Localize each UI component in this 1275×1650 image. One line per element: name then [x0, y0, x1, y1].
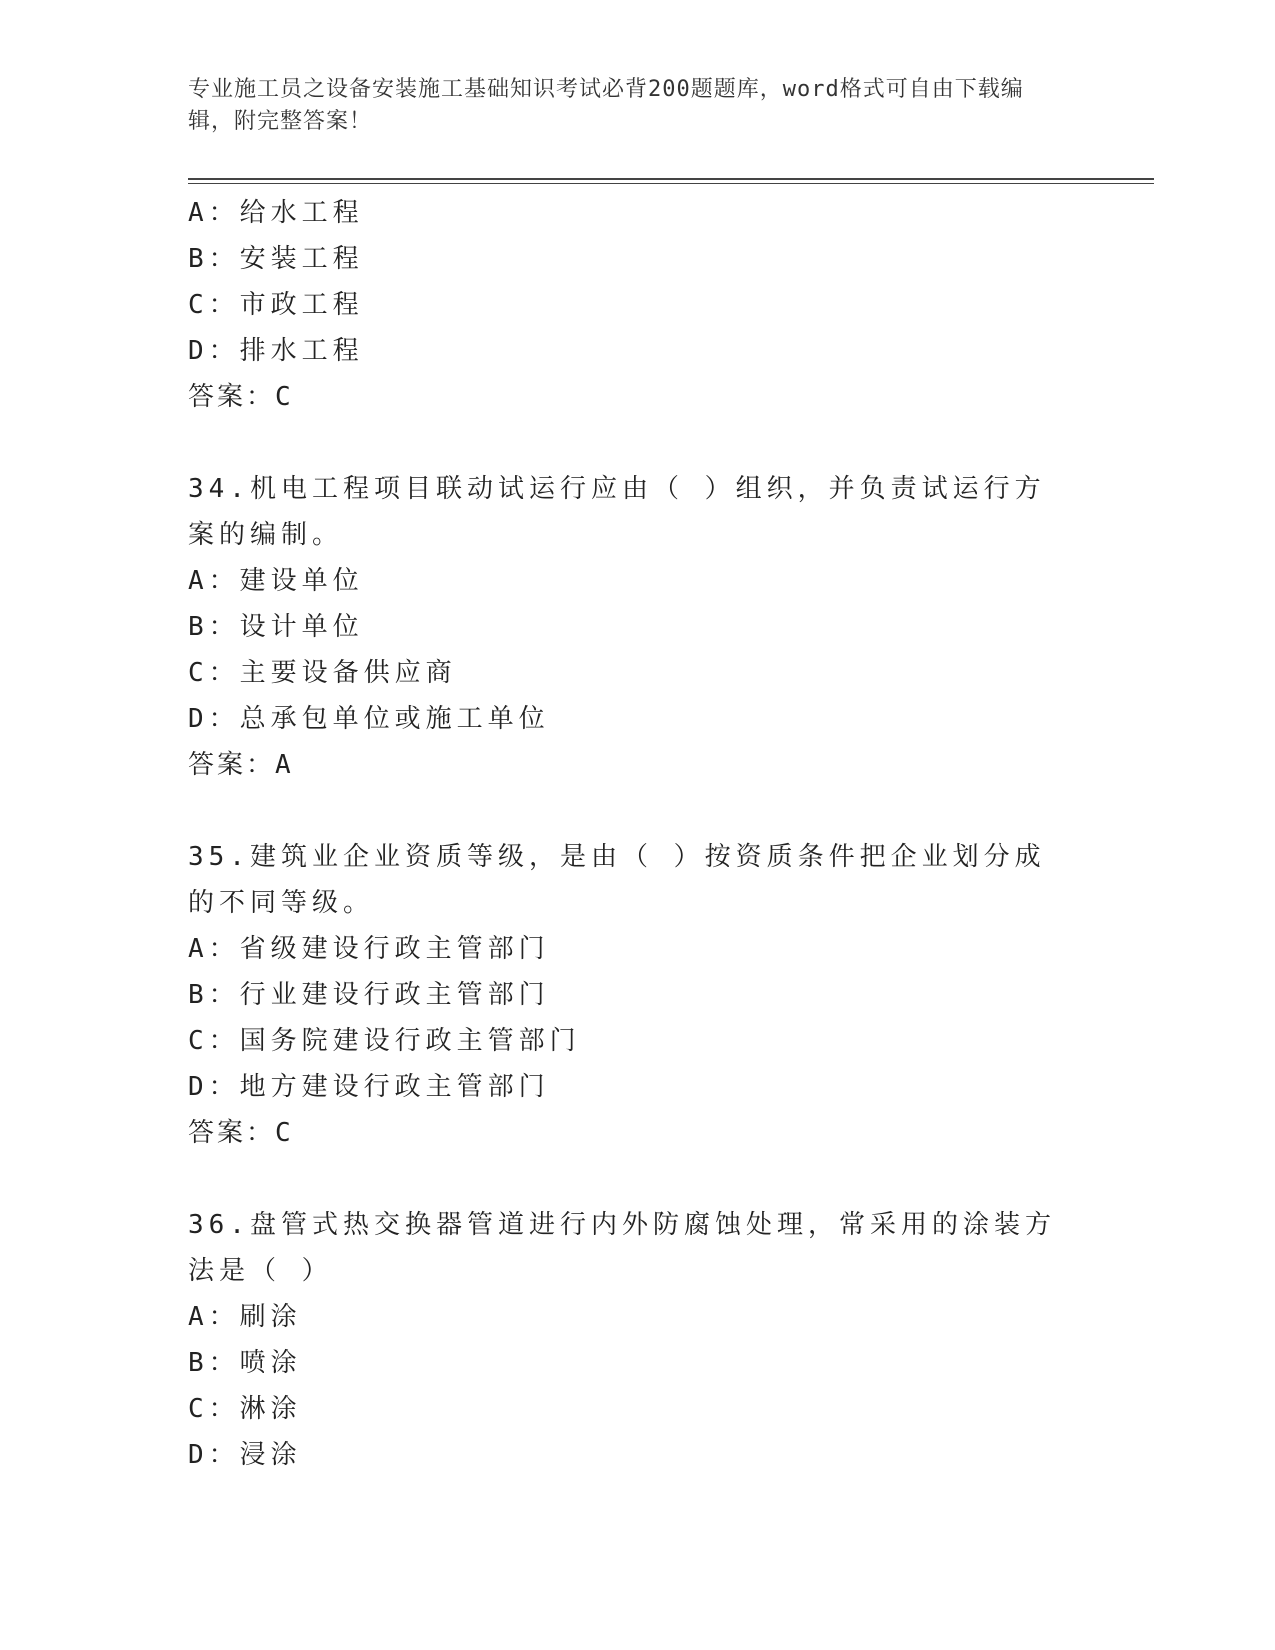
option-c: C：淋涂	[188, 1394, 302, 1424]
answer-label: 答案：	[188, 382, 276, 412]
answer-label: 答案：	[188, 750, 276, 780]
option-a: A：省级建设行政主管部门	[188, 934, 550, 964]
answer-line	[188, 1110, 1068, 1156]
option-a: A：给水工程	[188, 198, 364, 228]
question-block-35	[188, 834, 1068, 1156]
answer-value: A	[275, 750, 296, 780]
option-b: B：喷涂	[188, 1348, 302, 1378]
option-d: D：排水工程	[188, 336, 364, 366]
option-c: C：主要设备供应商	[188, 658, 457, 688]
question-stem: 35.建筑业企业资质等级，是由（ ）按资质条件把企业划分成的不同等级。	[188, 842, 1046, 918]
option-c: C：市政工程	[188, 290, 364, 320]
header-divider-thick	[188, 178, 1154, 180]
document-title: 专业施工员之设备安装施工基础知识考试必背200题题库，word格式可自由下载编辑，附完整答案！	[188, 77, 1024, 134]
option-d: D：地方建设行政主管部门	[188, 1072, 550, 1102]
option-b: B：安装工程	[188, 244, 364, 274]
spacer	[188, 1156, 1068, 1202]
option-b: B：设计单位	[188, 612, 364, 642]
answer-label: 答案：	[188, 1118, 276, 1148]
option-a: A：刷涂	[188, 1302, 302, 1332]
option-b: B：行业建设行政主管部门	[188, 980, 550, 1010]
partial-question-block	[188, 190, 1068, 420]
header-divider-thin	[188, 183, 1154, 184]
question-stem: 36.盘管式热交换器管道进行内外防腐蚀处理，常采用的涂装方法是（ ）	[188, 1210, 1056, 1286]
spacer	[188, 420, 1068, 466]
question-block-34	[188, 466, 1068, 788]
question-stem: 34.机电工程项目联动试运行应由（ ）组织，并负责试运行方案的编制。	[188, 474, 1046, 550]
spacer	[188, 788, 1068, 834]
answer-line	[188, 374, 1068, 420]
option-c: C：国务院建设行政主管部门	[188, 1026, 581, 1056]
document-header	[188, 74, 1068, 138]
answer-value: C	[275, 382, 296, 412]
question-block-36	[188, 1202, 1068, 1478]
option-d: D：总承包单位或施工单位	[188, 704, 550, 734]
question-list	[188, 190, 1068, 1478]
option-d: D：浸涂	[188, 1440, 302, 1470]
answer-value: C	[275, 1118, 296, 1148]
answer-line	[188, 742, 1068, 788]
option-a: A：建设单位	[188, 566, 364, 596]
